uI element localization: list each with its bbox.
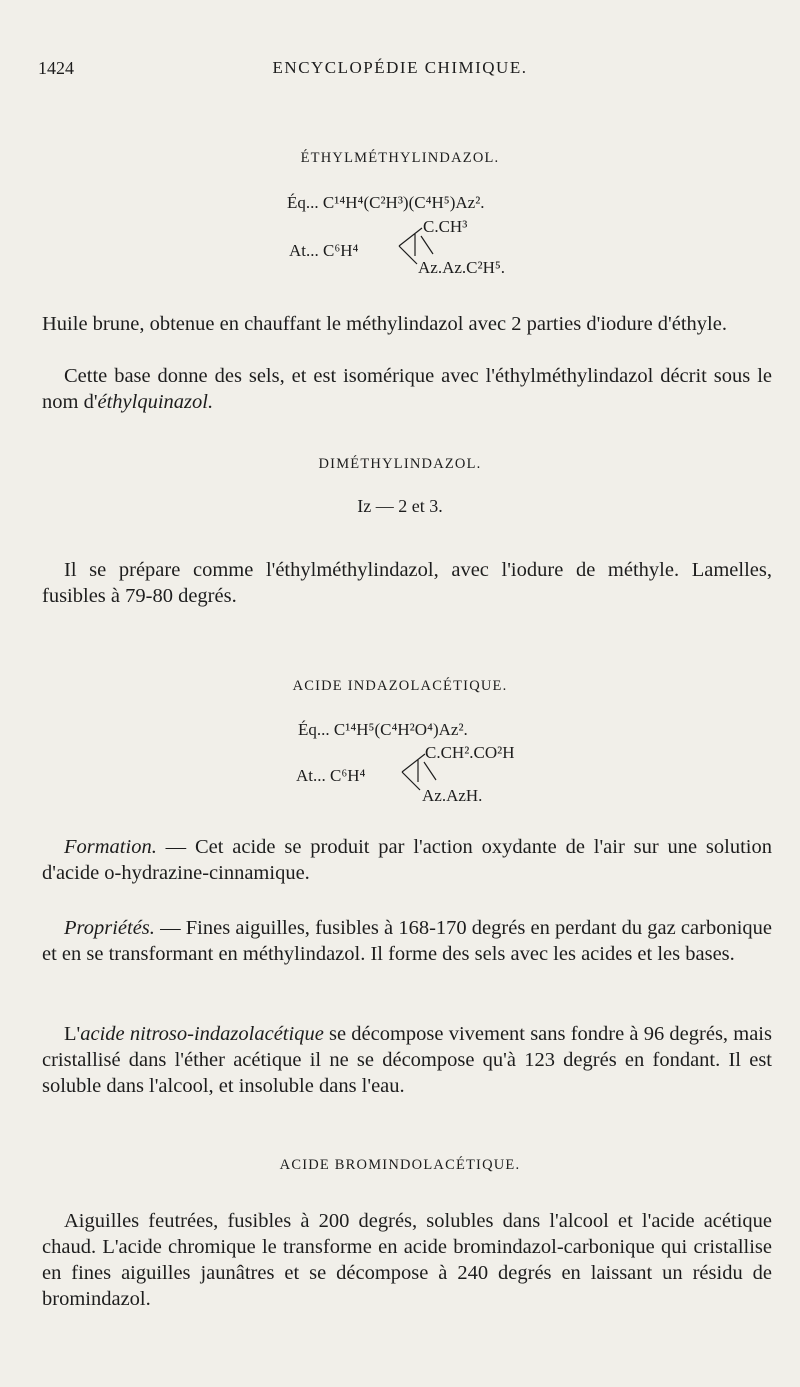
paragraph-proprietes: Propriétés. — Fines aiguilles, fusibles à 168-170 degrés en perdant du gaz carbonique et en se transformant en méthylindazol. Il forme des sels avec les acides et les bases. <box>42 917 772 965</box>
page-number: 1424 <box>38 58 74 78</box>
formula-dimethylindazol: Iz — 2 et 3. <box>357 496 443 516</box>
running-title: ENCYCLOPÉDIE CHIMIQUE. <box>272 58 528 77</box>
section-title-bromindolacetique: ACIDE BROMINDOLACÉTIQUE. <box>279 1157 521 1173</box>
atomic-formula-3 <box>296 766 365 786</box>
structure-top-group-3: C.CH².CO²H <box>425 743 515 762</box>
proprietes-label: Propriétés. <box>64 917 155 939</box>
eq-formula: C¹⁴H⁴(C²H³)(C⁴H⁵)Az². <box>322 193 485 212</box>
section-title-indazolacetique: ACIDE INDAZOLACÉTIQUE. <box>292 678 508 694</box>
paragraph-bromindolacetique: Aiguilles feutrées, fusibles à 200 degrés, solubles dans l'alcool et l'acide acétique chaud. L'acide chromique le transforme en acide bromindazol-carbonique qui cristallise en fines aiguilles jaunâtres et se décompose à 240 degrés en laissant un résidu de bromindazol. <box>42 1210 772 1310</box>
at-core: C⁶H⁴ <box>323 241 359 260</box>
eq-label: Éq... <box>287 193 319 212</box>
nitroso-acid-name: acide nitroso-indazolacétique <box>80 1023 324 1045</box>
structure-bottom-group-1: Az.Az.C²H⁵. <box>418 258 506 277</box>
formation-label: Formation. <box>64 836 157 858</box>
paragraph-huile-brune: Huile brune, obtenue en chauffant le méthylindazol avec 2 parties d'iodure d'éthyle. <box>42 313 727 335</box>
paragraph-nitroso: L'acide nitroso-indazolacétique se décompose vivement sans fondre à 96 degrés, mais cristallisé dans l'éther acétique il ne se décompose qu'à 123 degrés en fondant. Il est soluble dans l'alcool, et insoluble dans l'eau. <box>42 1023 772 1097</box>
paragraph-isomer: Cette base donne des sels, et est isomérique avec l'éthylméthylindazol décrit sous le nom d'éthylquinazol. <box>42 365 772 413</box>
paragraph-dimethylindazol: Il se prépare comme l'éthylméthylindazol, avec l'iodure de méthyle. Lamelles, fusibles à 79-80 degrés. <box>42 559 772 607</box>
section-title-ethylmethylindazol: ÉTHYLMÉTHYLINDAZOL. <box>300 150 500 166</box>
equivalent-formula-3 <box>298 720 468 740</box>
paragraph-formation: Formation. — Cet acide se produit par l'action oxydante de l'air sur une solution d'acide o-hydrazine-cinnamique. <box>42 836 772 884</box>
section-title-dimethylindazol: DIMÉTHYLINDAZOL. <box>318 456 482 472</box>
eq-label: Éq... <box>298 720 330 739</box>
isomer-name: éthylquinazol. <box>97 391 214 413</box>
at-label: At... <box>289 241 319 260</box>
atomic-formula-1 <box>289 241 358 261</box>
structure-top-group-1: C.CH³ <box>423 217 468 236</box>
eq-formula: C¹⁴H⁵(C⁴H²O⁴)Az². <box>333 720 468 739</box>
at-label: At... <box>296 766 326 785</box>
equivalent-formula-1 <box>287 193 485 213</box>
at-core: C⁶H⁴ <box>330 766 366 785</box>
structure-bottom-group-3: Az.AzH. <box>422 786 483 805</box>
